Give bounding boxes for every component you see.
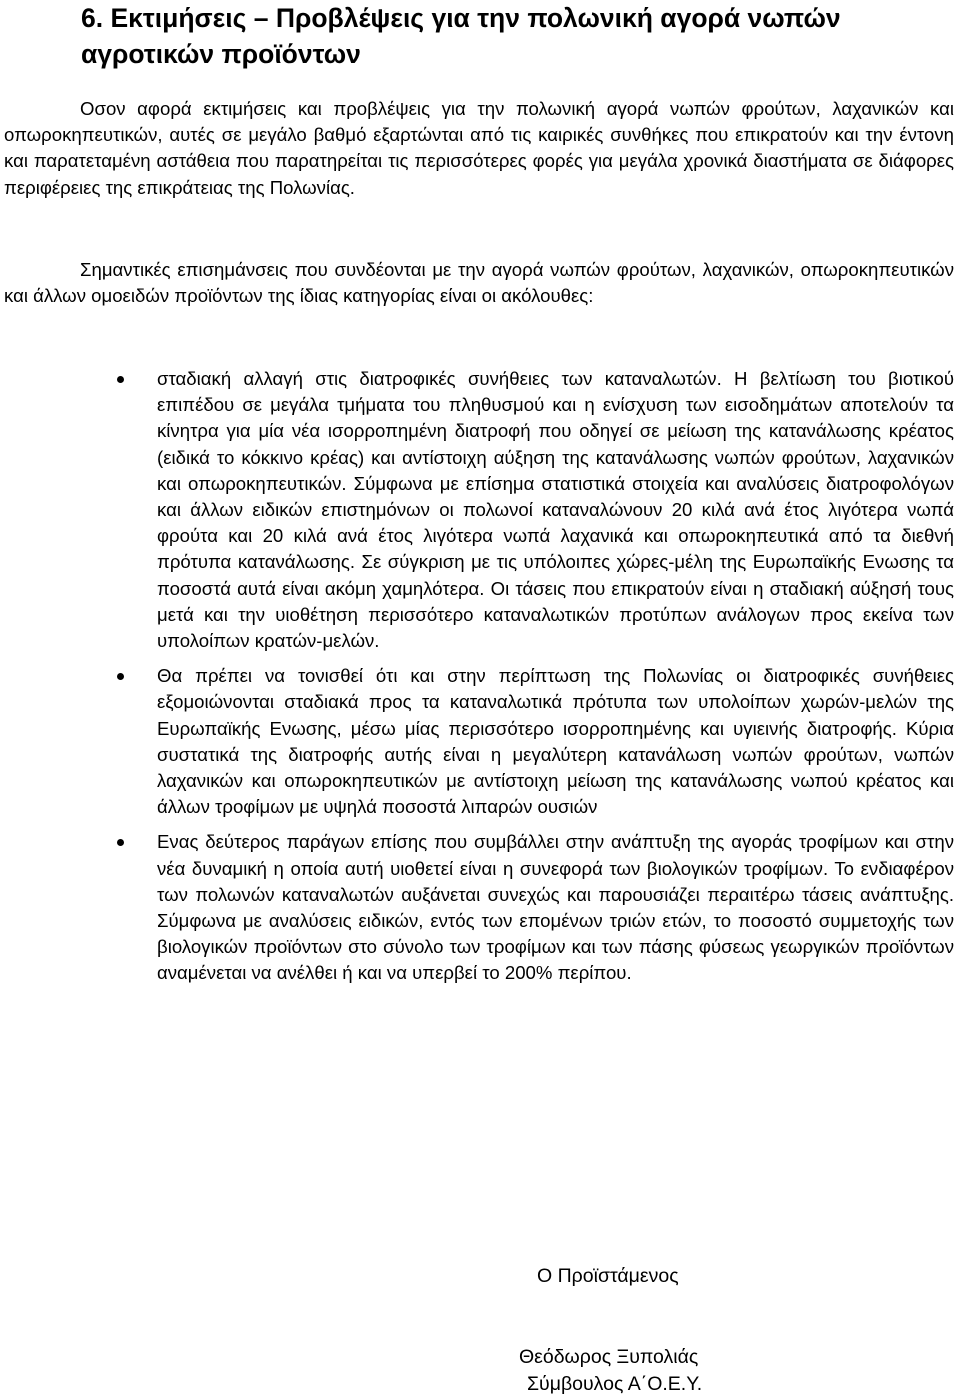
list-item-text: σταδιακή αλλαγή στις διατροφικές συνήθειες των καταναλωτών. Η βελτίωση του βιοτικού επιπέδου σε μεγάλα τμήματα του πληθυσμού και η ενίσχυση των εισοδημάτων αποτελούν τα κίνητρα για μία νέα ισορροπημένη διατροφή που οδηγεί σε μείωση της κατανάλωσης κρέατος (ειδικά το κόκκινο κρέας) και αντίστοιχη αύξηση της κατανάλωσης νωπών φρούτων, λαχανικών και οπωροκηπευτικών. Σύμφωνα με επίσημα στατιστικά στοιχεία και αναλύσεις διατροφολόγων και άλλων ειδικών επιστημόνων οι πολωνοί καταναλώνουν 20 κιλά ανά έτος λιγότερα νωπά φρούτα και 20 κιλά ανά έτος λιγότερα νωπά λαχανικά και οπωροκηπευτικά από τα διεθνή πρότυπα κατανάλωσης. Σε σύγκριση με τις υπόλοιπες χώρες-μέλη της Ευρωπαϊκής Ενωσης τα ποσοστά αυτά είναι ακόμη χαμηλότερα. Οι τάσεις που επικρατούν είναι η σταδιακή αύξησή τους μετά και την υιοθέτηση περισσότερο καταναλωτικών προτύπων ανάλογων προς εκείνα των υπολοίπων κρατών-μελών. xyxy=(157,368,954,652)
bullet-icon xyxy=(117,673,124,680)
bullet-list xyxy=(0,366,960,996)
signature-name: Θεόδωρος Ξυπολιάς xyxy=(519,1346,699,1368)
list-item-text: Ενας δεύτερος παράγων επίσης που συμβάλλει στην ανάπτυξη της αγοράς τροφίμων και στην νέα δυναμική η οποία αυτή υιοθετεί είναι η συνεφορά των βιολογικών τροφίμων. Το ενδιαφέρον των πολωνών καταναλωτών αυξάνεται συνεχώς και παρουσιάζει περαιτέρω τάσεις ανάπτυξης. Σύμφωνα με αναλύσεις ειδικών, εντός των επομένων τριών ετών, το ποσοστό συμμετοχής των βιολογικών προϊόντων στο σύνολο των τροφίμων και των πάσης φύσεως γεωργικών προϊόντων αναμένεται να ανέλθει ή και να υπερβεί το 200% περίπου. xyxy=(157,831,954,984)
paragraph-intro: Οσον αφορά εκτιμήσεις και προβλέψεις για την πολωνική αγορά νωπών φρούτων, λαχανικών και οπωροκηπευτικών, αυτές σε μεγάλο βαθμό εξαρτώνται από τις καιρικές συνθήκες που επικρατούν και την έντονη και παρατεταμένη αστάθεια που παρατηρείται τις περισσότερες φορές για μεγάλα χρονικά διαστήματα σε διάφορες περιφέρειες της επικράτειας της Πολωνίας. xyxy=(4,98,954,198)
bullet-icon xyxy=(117,376,124,383)
paragraph-remarks: Σημαντικές επισημάνσεις που συνδέονται με την αγορά νωπών φρούτων, λαχανικών, οπωροκηπευτικών και άλλων ομοειδών προϊόντων της ίδιας κατηγορίας είναι οι ακόλουθες: xyxy=(4,259,954,307)
signature-role: Ο Προϊστάμενος xyxy=(537,1265,679,1287)
signature-title: Σύμβουλος Α΄Ο.Ε.Υ. xyxy=(527,1373,703,1395)
list-item-text: Θα πρέπει να τονισθεί ότι και στην περίπτωση της Πολωνίας οι διατροφικές συνήθειες εξομοιώνονται σταδιακά προς τα καταναλωτικά πρότυπα των υπολοίπων χωρών-μελών της Ευρωπαϊκής Ενωσης, μέσω μίας περισσότερο ισορροπημένης και υγιεινής διατροφής. Κύρια συστατικά της διατροφής αυτής είναι η μεγαλύτερη κατανάλωση νωπών φρούτων, νωπών λαχανικών και οπωροκηπευτικών με αντίστοιχη μείωση της κατανάλωσης νωπού κρέατος και άλλων τροφίμων με υψηλά ποσοστά λιπαρών ουσιών xyxy=(157,665,954,818)
bullet-icon xyxy=(117,839,124,846)
list-item xyxy=(0,829,960,986)
list-item xyxy=(0,663,960,820)
section-heading: 6. Εκτιμήσεις – Προβλέψεις για την πολωνική αγορά νωπών αγροτικών προϊόντων xyxy=(81,3,841,69)
list-item xyxy=(0,366,960,654)
